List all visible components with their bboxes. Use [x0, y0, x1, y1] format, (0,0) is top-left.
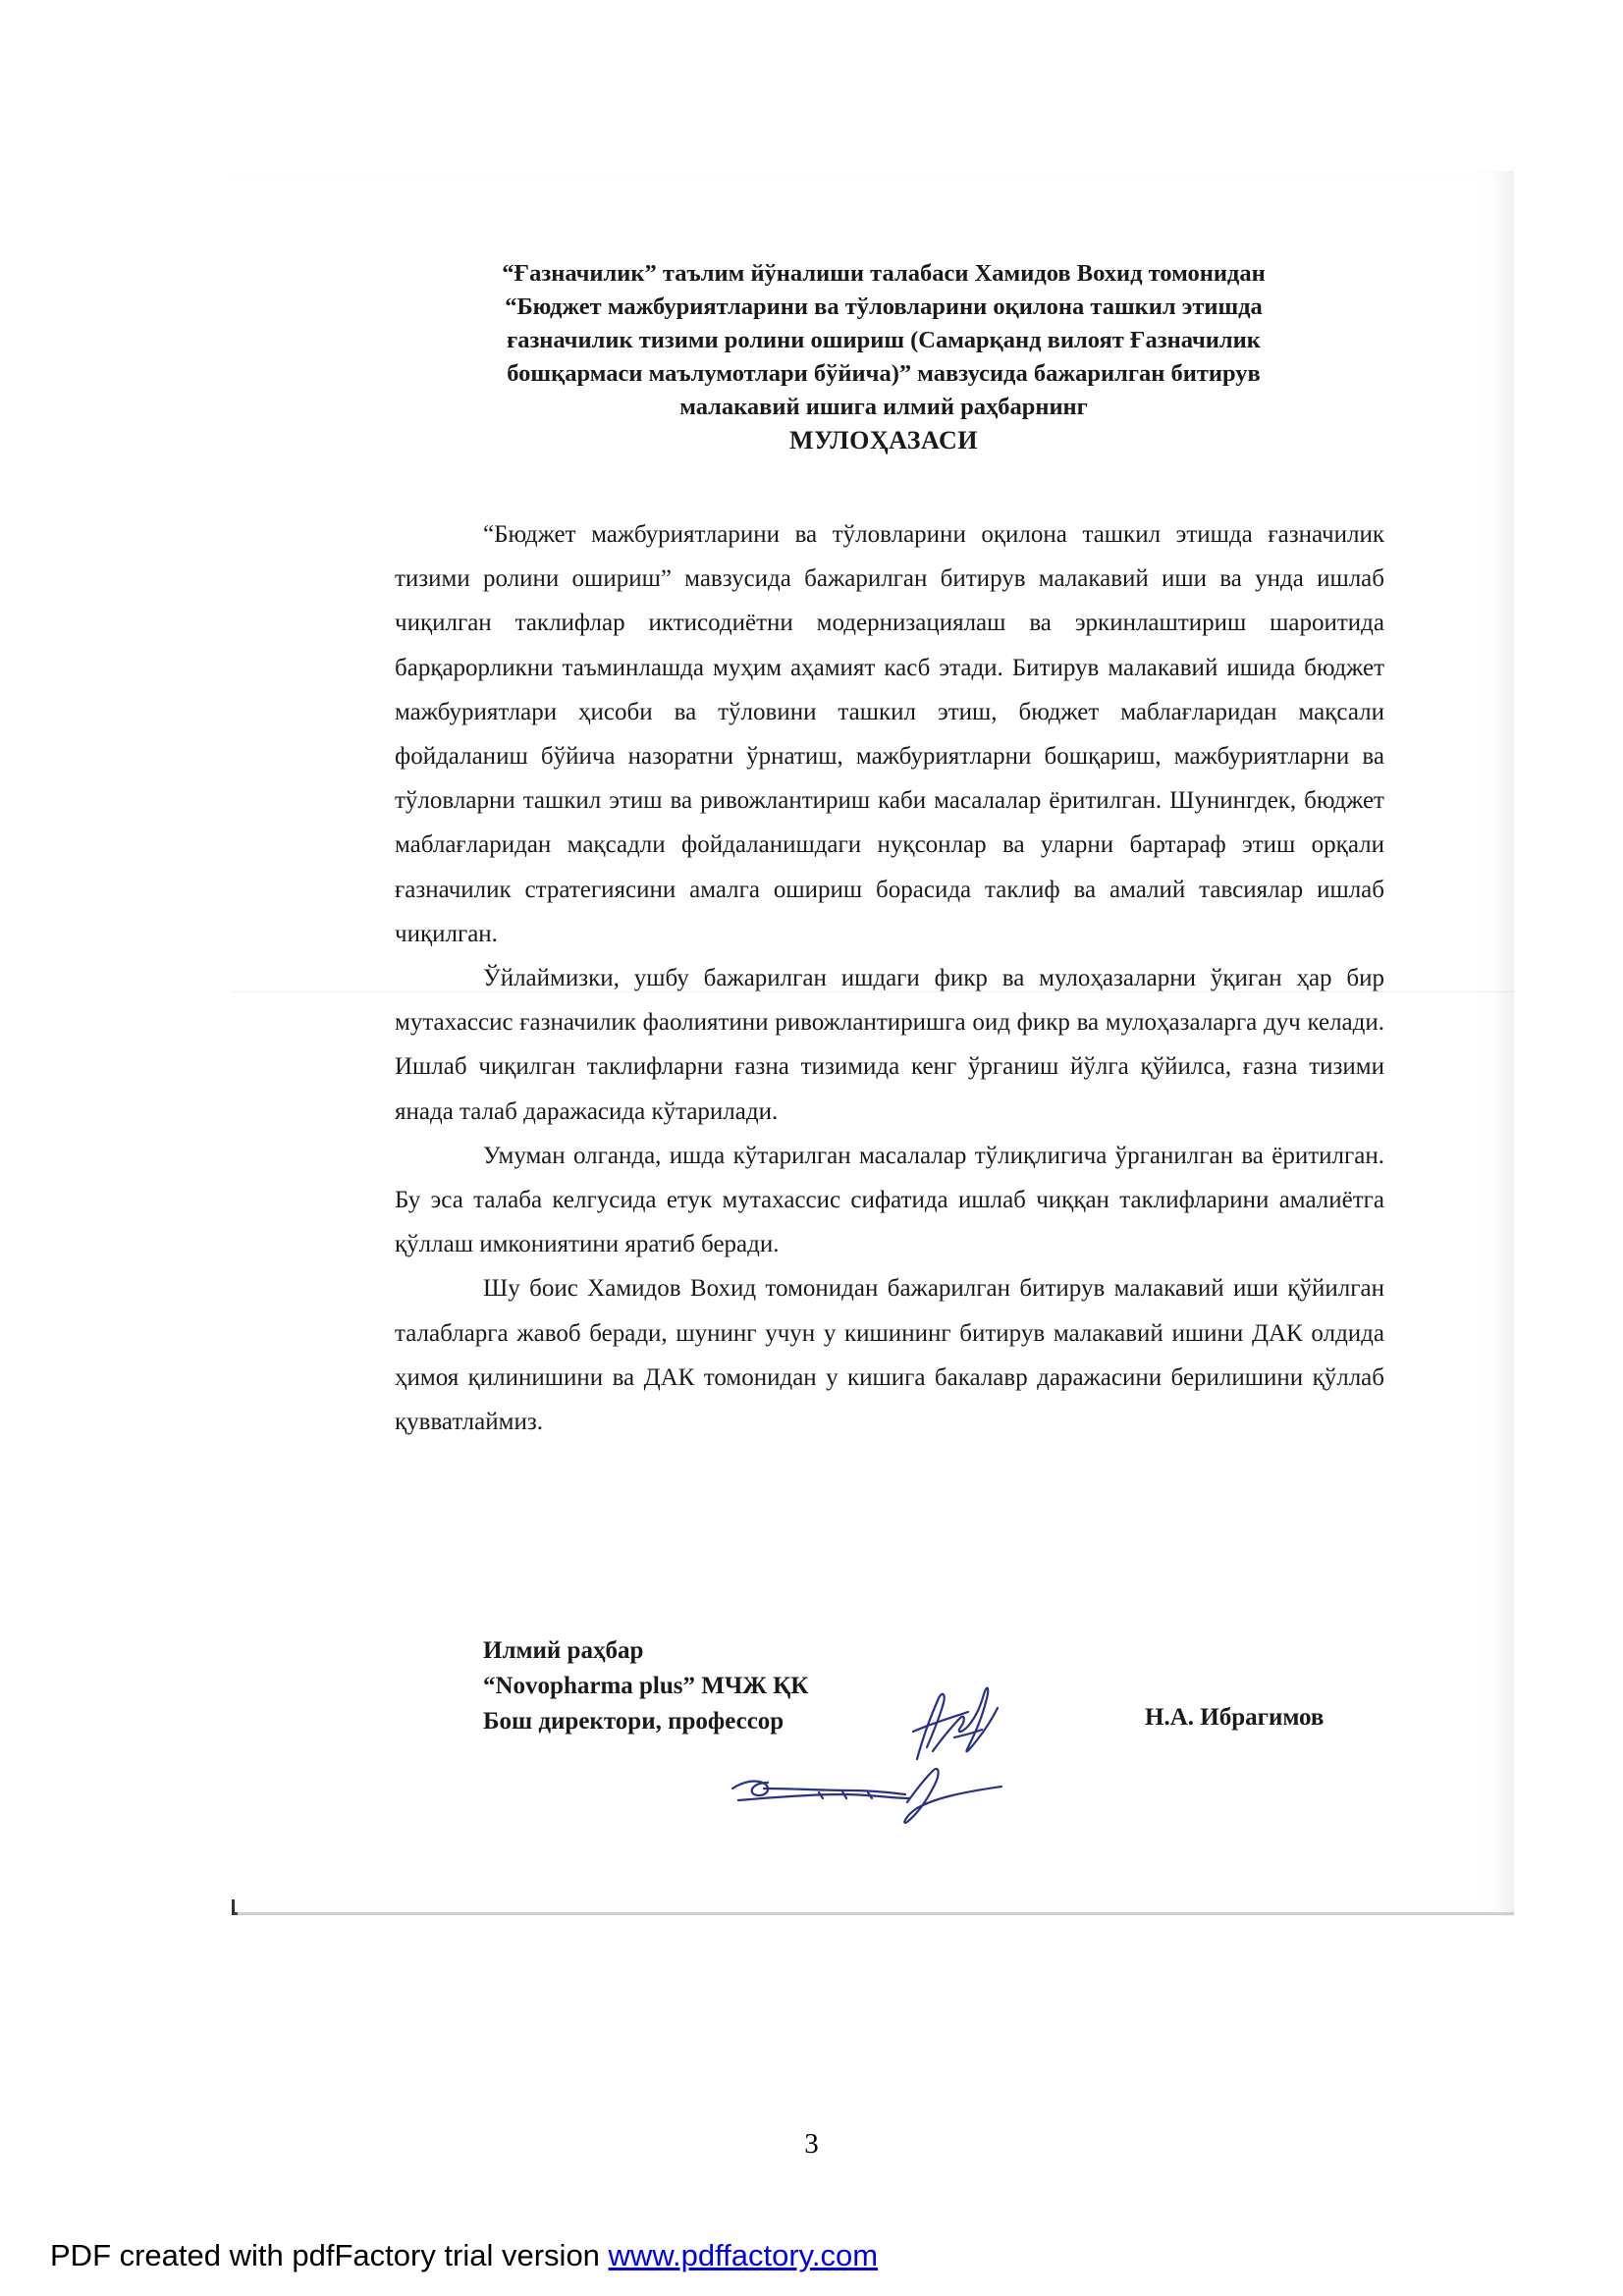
signatory-role: Илмий раҳбар	[483, 1637, 644, 1664]
body-paragraph: “Бюджет мажбуриятларини ва тўловларини оқилона ташкил этишда ғазначилик тизими ролини ошириш” мавзусида бажарилган битирув малакавий иши ва унда ишлаб чиқилган таклифлар иктисодиётни модернизациялаш ва эркинлаштириш шароитида барқарорликни таъминлашда муҳим аҳамият касб этади. Битирув малакавий ишида бюджет мажбуриятлари ҳисоби ва тўловини ташкил этиш, бюджет маблағларидан мақсали фойдаланиш бўйича назоратни ўрнатиш, мажбуриятларни бошқариш, мажбуриятларни ва тўловларни ташкил этиш ва ривожлантириш каби масалалар ёритилган. Шунингдек, бюджет маблағларидан мақсадли фойдаланишдаги нуқсонлар ва уларни бартараф этиш орқали ғазначилик стратегиясини амалга ошириш борасида таклиф ва амалий тавсиялар ишлаб чиқилган.	[395, 521, 1384, 947]
signatory-position: Бош директори, профессор	[483, 1708, 784, 1735]
heading-line: ғазначилик тизими ролини ошириш (Самарқанд вилоят Ғазначилик	[507, 327, 1261, 353]
document-title: МУЛОҲАЗАСИ	[789, 426, 978, 454]
footer-link[interactable]: www.pdffactory.com	[608, 2238, 879, 2272]
footer-text: PDF created with pdfFactory trial version	[50, 2238, 609, 2272]
heading-line: “Бюджет мажбуриятларини ва тўловларини оқилона ташкил этишда	[505, 294, 1263, 320]
heading-line: “Ғазначилик” таълим йўналиши талабаси Хамидов Вохид томонидан	[502, 260, 1266, 287]
scan-left-edge	[232, 1899, 235, 1915]
body-paragraph: Умуман олганда, ишда кўтарилган масалалар тўлиқлигича ўрганилган ва ёритилган. Бу эса талаба келгусида етук мутахассис сифатида ишлаб чиққан таклифларини амалиётга қўллаш имкониятини яратиб беради.	[395, 1142, 1384, 1258]
heading-line: малакавий ишига илмий раҳбарнинг	[679, 394, 1088, 420]
body-paragraph: Ўйлаймизки, ушбу бажарилган ишдаги фикр ва мулоҳазаларни ўқиган ҳар бир мутахассис ғазначилик фаолиятини ривожлантиришга оид фикр ва мулоҳазаларга дуч келади. Ишлаб чиқилган таклифларни ғазна тизимида кенг ўрганиш йўлга қўйилса, ғазна тизими янада талаб даражасида кўтарилади.	[395, 965, 1384, 1125]
signatory-block	[483, 1633, 808, 1739]
signatory-name: Н.А. Ибрагимов	[1145, 1704, 1325, 1731]
heading-line: бошқармаси маълумотлари бўйича)” мавзусида бажарилган битирув	[507, 360, 1261, 387]
document-body	[395, 512, 1384, 1444]
handwritten-signature-second	[725, 1759, 1009, 1828]
document-heading	[393, 257, 1375, 457]
signatory-organization: “Novopharma plus” МЧЖ ҚК	[483, 1673, 809, 1699]
scan-bottom-edge	[232, 1912, 1514, 1915]
body-paragraph: Шу боис Хамидов Вохид томонидан бажарилган битирув малакавий иши қўйилган талабларга жавоб беради, шунинг учун у кишининг битирув малакавий ишини ДАК олдида ҳимоя қилинишини ва ДАК томонидан у кишига бакалавр даражасини берилишини қўллаб қувватлаймиз.	[395, 1275, 1384, 1436]
pdf-footer	[50, 2238, 878, 2273]
page-number: 3	[804, 2128, 819, 2160]
